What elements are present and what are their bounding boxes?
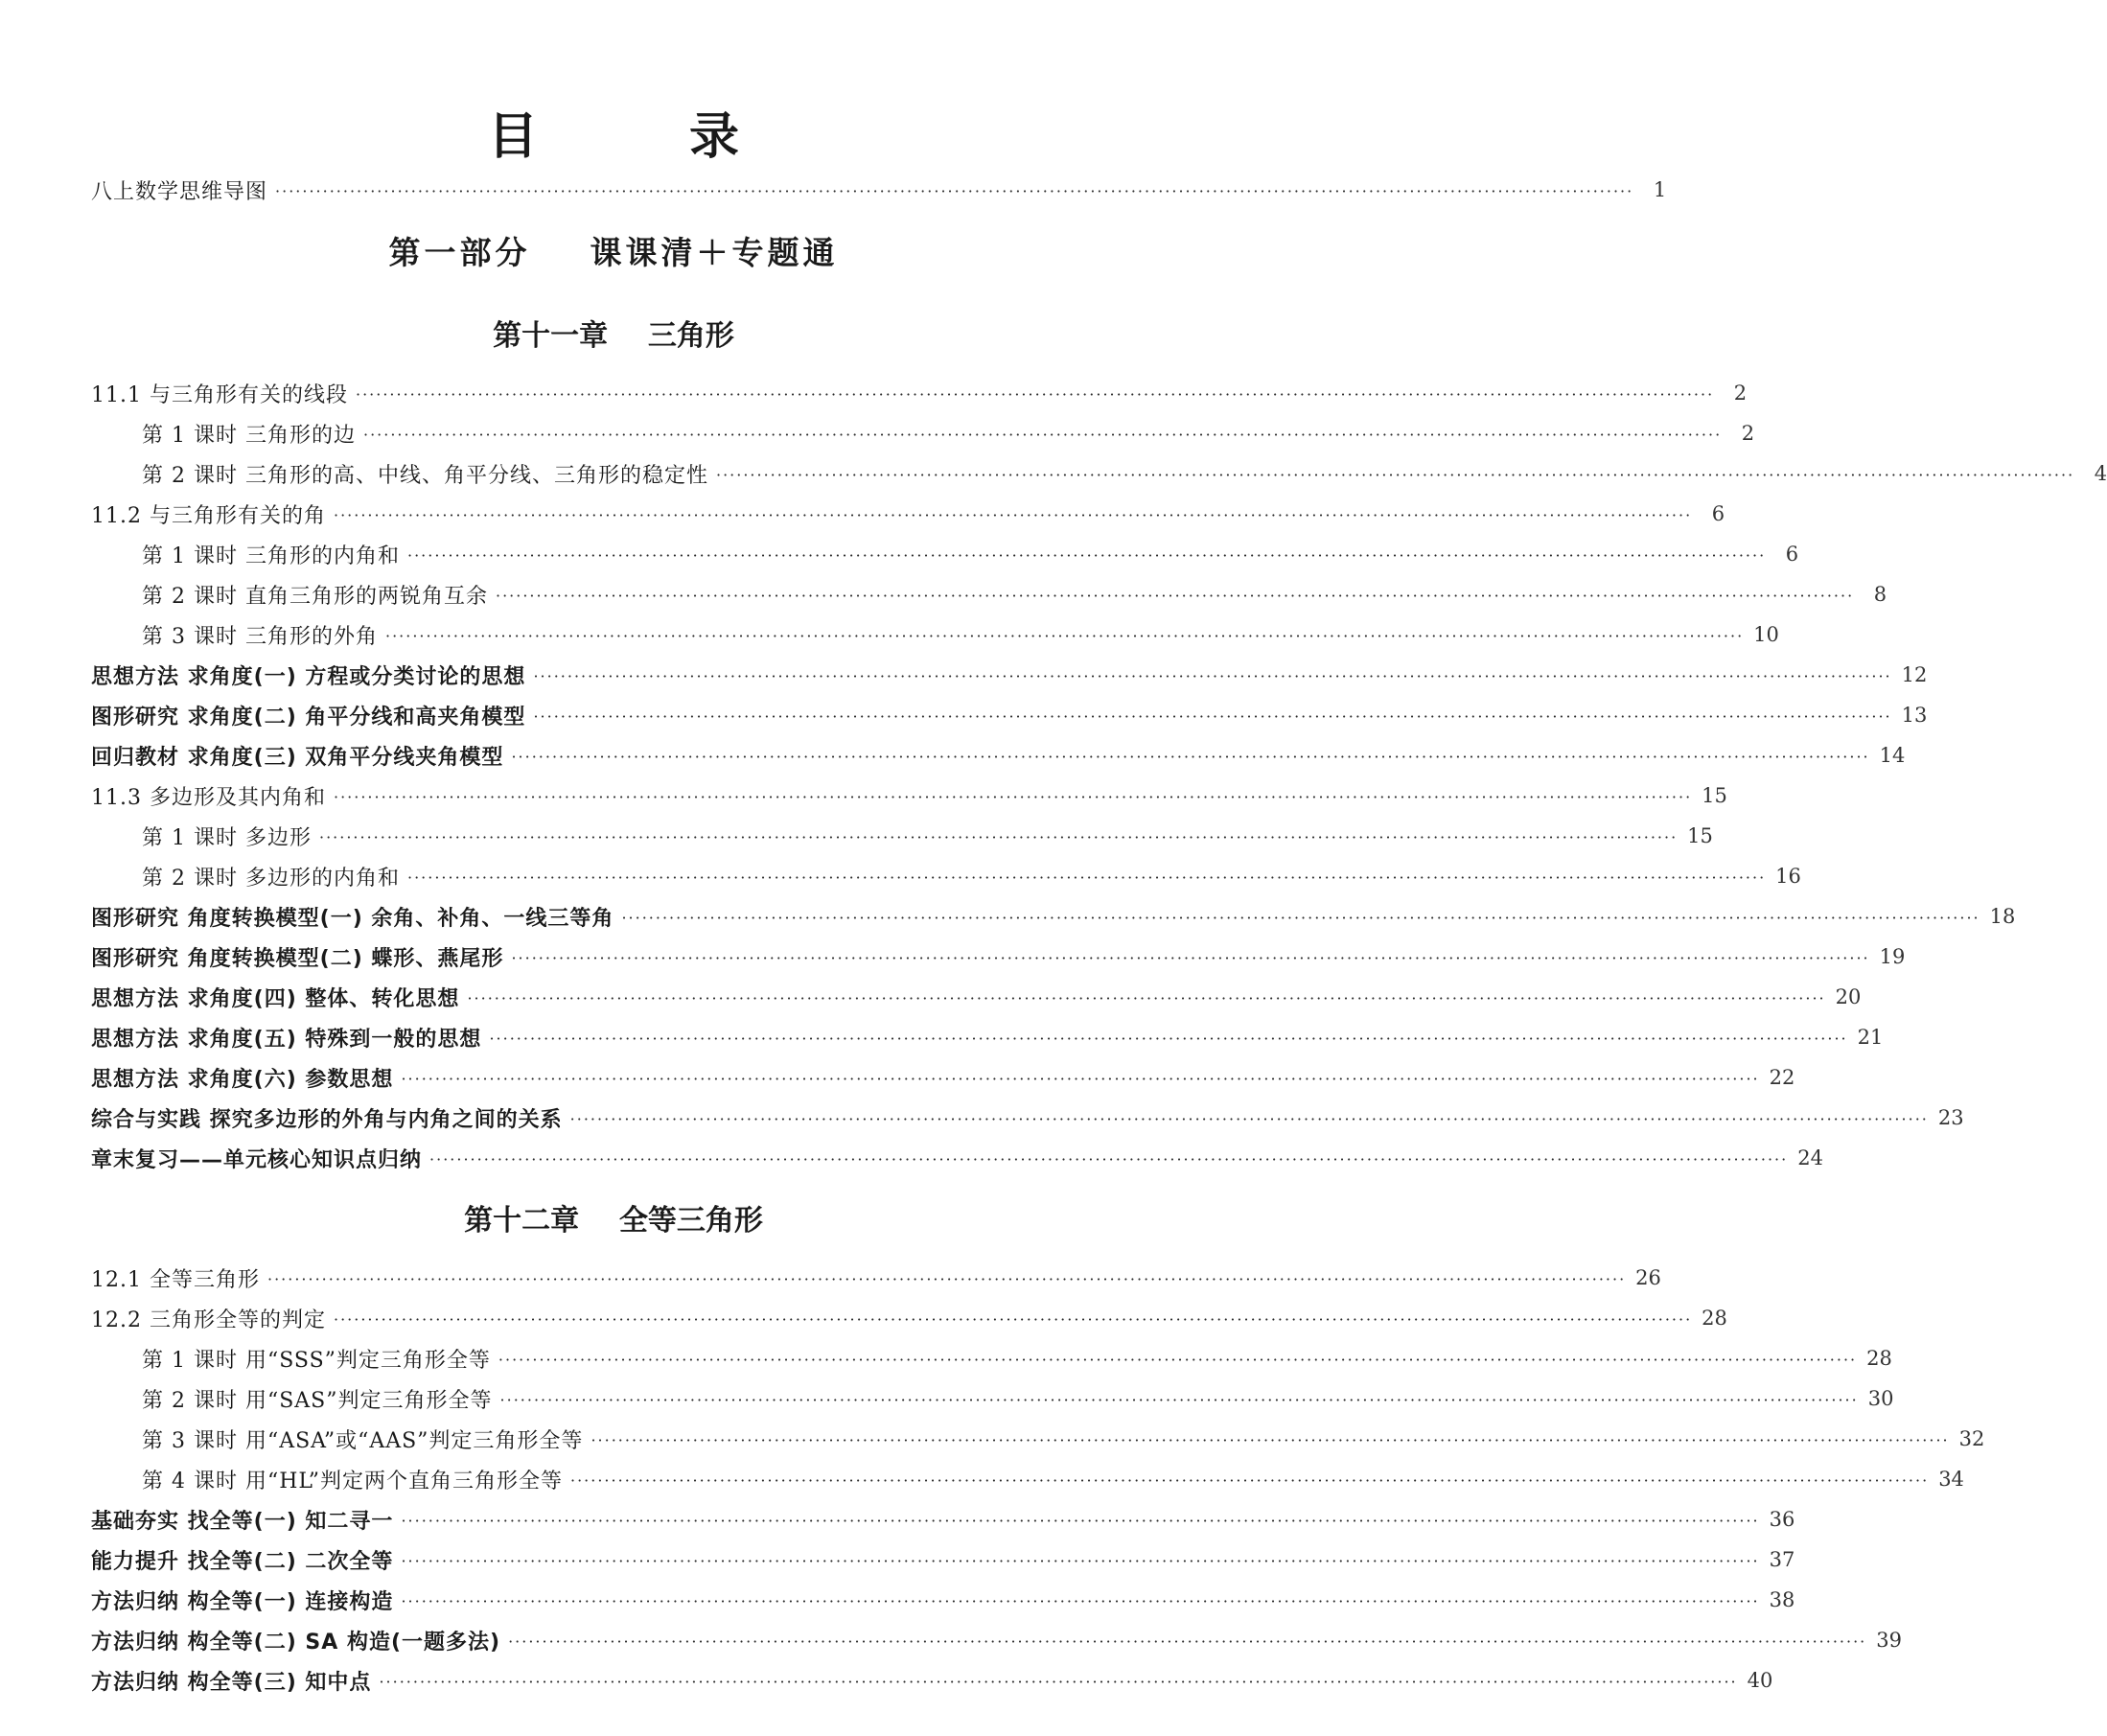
toc-entry-label: 回归教材 求角度(三) 双角平分线夹角模型 — [91, 745, 504, 770]
toc-entry[interactable] — [91, 1299, 1727, 1337]
toc-entry[interactable] — [91, 495, 1725, 533]
toc-entry-label: 八上数学思维导图 — [91, 179, 268, 204]
dot-leader: ········································································································································································································ — [333, 506, 1693, 524]
dot-leader: ········································································································································································································ — [621, 909, 1980, 927]
toc-entry-page: 16 — [1775, 865, 1801, 888]
toc-entry[interactable] — [142, 535, 1799, 573]
toc-entry-label: 综合与实践 探究多边形的外角与内角之间的关系 — [91, 1107, 563, 1132]
toc-entry[interactable] — [91, 1139, 1823, 1177]
dot-leader: ········································································································································································································ — [401, 1552, 1760, 1570]
toc-entry-page: 36 — [1769, 1508, 1795, 1531]
toc-entry-label: 图形研究 求角度(二) 角平分线和高夹角模型 — [91, 705, 526, 729]
toc-entry[interactable] — [142, 1460, 1964, 1498]
toc-entry-page: 38 — [1769, 1588, 1795, 1611]
toc-entry[interactable] — [142, 817, 1713, 855]
dot-leader: ········································································································································································································ — [384, 627, 1745, 645]
dot-leader: ········································································································································································································ — [362, 426, 1723, 444]
toc-entry[interactable] — [91, 1018, 1884, 1056]
dot-leader: ········································································································································································································ — [401, 1592, 1760, 1610]
toc-entry-label: 第 1 课时 多边形 — [142, 825, 312, 850]
dot-leader: ········································································································································································································ — [333, 1310, 1693, 1329]
toc-entry-label: 第 2 课时 多边形的内角和 — [142, 866, 400, 891]
toc-entry[interactable] — [142, 414, 1755, 452]
toc-entry-page: 13 — [1901, 704, 1928, 727]
toc-entry-page: 19 — [1879, 945, 1906, 968]
toc-entry-label: 思想方法 求角度(五) 特殊到一般的思想 — [91, 1027, 482, 1052]
toc-entry-page: 23 — [1937, 1106, 1964, 1129]
toc-entry-label: 思想方法 求角度(六) 参数思想 — [91, 1067, 394, 1092]
page-title: 目 录 — [487, 107, 807, 166]
toc-entry-page: 40 — [1747, 1669, 1773, 1692]
toc-entry-page: 22 — [1769, 1066, 1795, 1089]
toc-entry-label: 方法归纳 构全等(一) 连接构造 — [91, 1589, 394, 1614]
toc-entry-page: 37 — [1769, 1548, 1795, 1571]
toc-entry-page: 10 — [1753, 623, 1779, 646]
toc-entry[interactable] — [91, 1621, 1902, 1659]
toc-entry-page: 18 — [1989, 905, 2016, 928]
toc-entry-label: 章末复习——单元核心知识点归纳 — [91, 1147, 423, 1172]
toc-entry-label: 11.1 与三角形有关的线段 — [91, 382, 348, 407]
toc-entry-page: 15 — [1687, 824, 1713, 847]
toc-entry[interactable] — [91, 1500, 1795, 1539]
toc-entry[interactable] — [91, 1058, 1795, 1097]
toc-entry[interactable] — [142, 615, 1779, 654]
toc-entry-page: 6 — [1711, 502, 1725, 525]
dot-leader: ········································································································································································································ — [570, 1471, 1930, 1490]
toc-entry[interactable] — [91, 696, 1928, 734]
dot-leader: ········································································································································································································ — [499, 1391, 1859, 1409]
toc-entry[interactable] — [142, 1379, 1894, 1418]
toc-entry-label: 图形研究 角度转换模型(一) 余角、补角、一线三等角 — [91, 906, 614, 931]
toc-entry[interactable] — [142, 454, 2107, 493]
toc-entry-page: 12 — [1901, 663, 1928, 686]
toc-entry-label: 12.1 全等三角形 — [91, 1267, 260, 1292]
toc-entry-label: 方法归纳 构全等(二) SA 构造(一题多法) — [91, 1630, 501, 1655]
toc-entry-label: 第 1 课时 三角形的内角和 — [142, 544, 400, 568]
toc-entry-label: 第 3 课时 三角形的外角 — [142, 624, 378, 649]
toc-entry-page: 4 — [2094, 462, 2107, 485]
toc-entry-label: 第 3 课时 用“ASA”或“AAS”判定三角形全等 — [142, 1428, 584, 1453]
toc-entry-page: 1 — [1653, 178, 1667, 201]
toc-entry-label: 思想方法 求角度(四) 整体、转化思想 — [91, 986, 460, 1011]
toc-entry[interactable] — [91, 736, 1906, 775]
toc-entry[interactable] — [91, 1661, 1773, 1700]
toc-entry-mindmap[interactable] — [91, 171, 1667, 209]
dot-leader: ········································································································································································································ — [429, 1150, 1789, 1169]
dot-leader: ········································································································································································································ — [401, 1070, 1760, 1088]
toc-entry-label: 第 2 课时 用“SAS”判定三角形全等 — [142, 1388, 493, 1413]
toc-entry-page: 39 — [1876, 1629, 1902, 1652]
toc-entry-label: 11.3 多边形及其内角和 — [91, 785, 326, 810]
toc-entry-page: 32 — [1958, 1427, 1985, 1450]
dot-leader: ········································································································································································································ — [508, 1632, 1867, 1651]
chapter-title-12: 第十二章 全等三角形 — [464, 1204, 763, 1238]
toc-entry-page: 14 — [1879, 744, 1906, 767]
part-title: 第一部分 课课清＋专题通 — [388, 234, 839, 271]
toc-entry[interactable] — [91, 374, 1748, 412]
toc-entry-page: 28 — [1866, 1347, 1892, 1370]
toc-entry-page: 2 — [1741, 422, 1755, 445]
dot-leader: ········································································································································································································ — [495, 587, 1855, 605]
dot-leader: ········································································································································································································ — [511, 949, 1870, 967]
dot-leader: ········································································································································································································ — [355, 385, 1715, 404]
toc-entry[interactable] — [91, 1540, 1795, 1579]
dot-leader: ········································································································································································································ — [401, 1512, 1760, 1530]
toc-entry-label: 第 1 课时 用“SSS”判定三角形全等 — [142, 1348, 491, 1373]
toc-entry-label: 图形研究 角度转换模型(二) 蝶形、燕尾形 — [91, 946, 504, 971]
dot-leader: ········································································································································································································ — [275, 182, 1634, 200]
toc-entry[interactable] — [142, 1339, 1892, 1377]
toc-entry-page: 34 — [1938, 1468, 1964, 1491]
dot-leader: ········································································································································································································ — [511, 748, 1870, 766]
toc-entry[interactable] — [142, 575, 1887, 613]
toc-entry-page: 2 — [1733, 382, 1748, 405]
toc-entry-page: 24 — [1797, 1146, 1823, 1169]
dot-leader: ········································································································································································································ — [467, 989, 1826, 1007]
toc-entry-label: 第 2 课时 三角形的高、中线、角平分线、三角形的稳定性 — [142, 463, 708, 488]
toc-entry-label: 能力提升 找全等(二) 二次全等 — [91, 1549, 394, 1574]
toc-entry[interactable] — [91, 1099, 1964, 1137]
toc-entry-page: 26 — [1635, 1266, 1661, 1289]
dot-leader: ········································································································································································································ — [533, 667, 1892, 685]
dot-leader: ········································································································································································································ — [406, 546, 1767, 565]
toc-entry-page: 8 — [1873, 583, 1887, 606]
toc-entry-page: 20 — [1835, 985, 1862, 1008]
toc-entry[interactable] — [91, 978, 1862, 1016]
dot-leader: ········································································································································································································ — [333, 788, 1693, 806]
dot-leader: ········································································································································································································ — [266, 1270, 1627, 1288]
toc-entry[interactable] — [142, 857, 1801, 895]
dot-leader: ········································································································································································································ — [379, 1673, 1738, 1691]
toc-entry-page: 28 — [1702, 1307, 1727, 1330]
toc-entry-label: 基础夯实 找全等(一) 知二寻一 — [91, 1509, 394, 1534]
toc-entry-label: 11.2 与三角形有关的角 — [91, 503, 326, 528]
toc-entry-page: 21 — [1857, 1026, 1884, 1049]
dot-leader: ········································································································································································································ — [406, 868, 1767, 887]
toc-entry-label: 12.2 三角形全等的判定 — [91, 1308, 326, 1332]
dot-leader: ········································································································································································································ — [498, 1351, 1858, 1369]
toc-entry[interactable] — [91, 1581, 1795, 1619]
dot-leader: ········································································································································································································ — [318, 828, 1679, 846]
toc-entry-page: 30 — [1867, 1387, 1894, 1410]
toc-entry[interactable] — [91, 937, 1906, 976]
toc-entry-label: 第 1 课时 三角形的边 — [142, 423, 356, 448]
toc-entry-label: 第 2 课时 直角三角形的两锐角互余 — [142, 584, 488, 609]
dot-leader: ········································································································································································································ — [590, 1431, 1950, 1449]
toc-entry[interactable] — [91, 1259, 1661, 1297]
toc-entry[interactable] — [91, 776, 1727, 815]
toc-entry[interactable] — [91, 656, 1928, 694]
toc-entry-page: 6 — [1785, 543, 1799, 566]
toc-entry-label: 第 4 课时 用“HL”判定两个直角三角形全等 — [142, 1469, 563, 1493]
toc-entry-label: 思想方法 求角度(一) 方程或分类讨论的思想 — [91, 664, 526, 689]
dot-leader: ········································································································································································································ — [533, 707, 1892, 726]
toc-entry-page: 15 — [1702, 784, 1727, 807]
toc-entry-label: 方法归纳 构全等(三) 知中点 — [91, 1670, 372, 1695]
dot-leader: ········································································································································································································ — [569, 1110, 1929, 1128]
toc-entry[interactable] — [142, 1420, 1985, 1458]
toc-entry[interactable] — [91, 897, 2016, 936]
dot-leader: ········································································································································································································ — [715, 466, 2075, 484]
dot-leader: ········································································································································································································ — [489, 1030, 1848, 1048]
chapter-title-11: 第十一章 三角形 — [493, 319, 734, 353]
